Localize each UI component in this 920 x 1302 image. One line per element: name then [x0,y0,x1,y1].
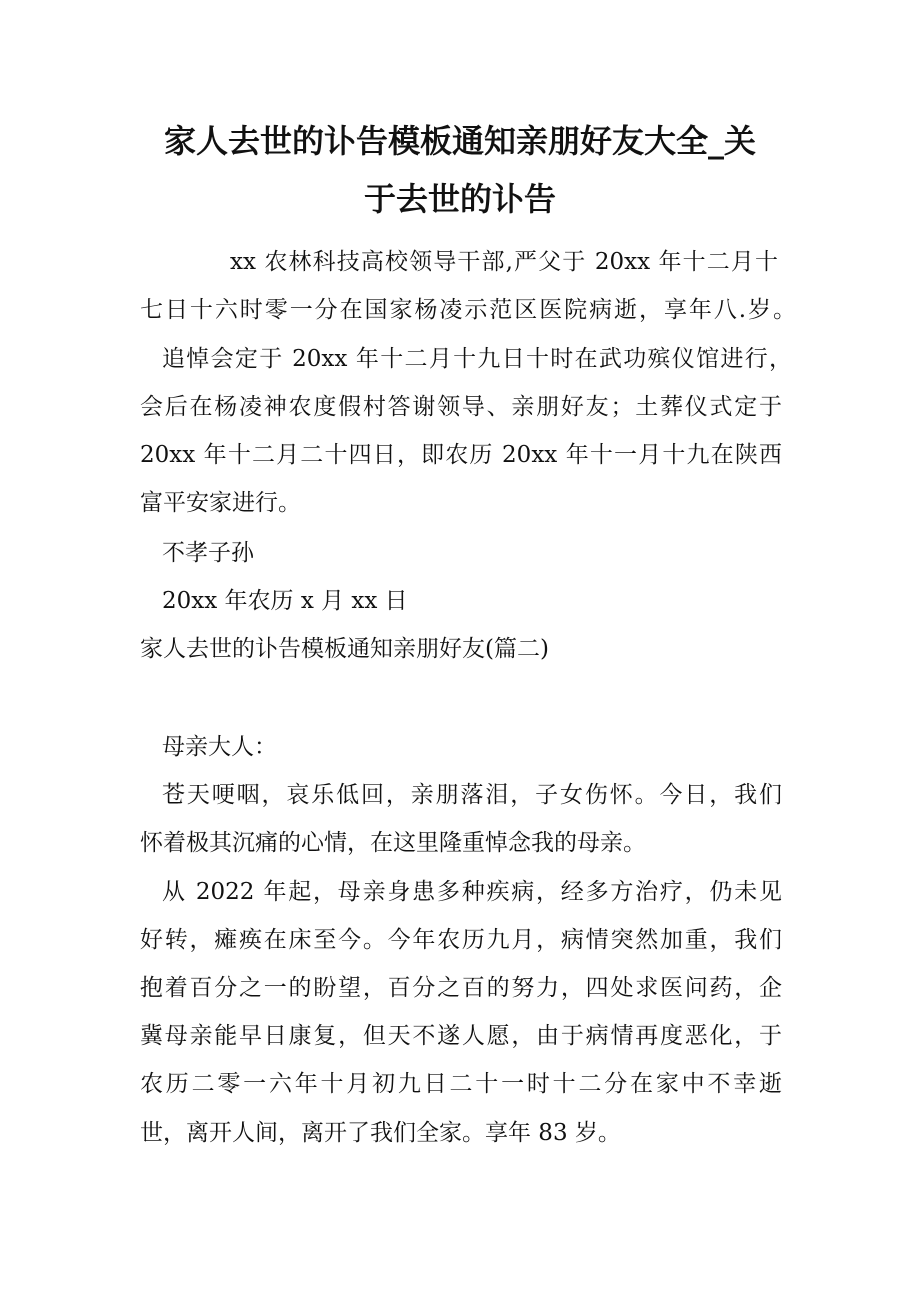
body-line-3: 追悼会定于 20xx 年十二月十九日十时在武功殡仪馆进行， [162,346,792,372]
body-line-18: 世，离开人间，离开了我们全家。享年 83 岁。 [140,1120,621,1146]
document-title-line-2: 于去世的讣告 [363,180,556,218]
salutation: 母亲大人： [162,734,277,760]
body-line-16: 冀母亲能早日康复，但天不遂人愿，由于病情再度恶化，于 [140,1023,782,1049]
body-line-12: 怀着极其沉痛的心情，在这里隆重悼念我的母亲。 [140,830,646,856]
body-line-5: 20xx 年十二月二十四日，即农历 20xx 年十一月十九在陕西 [140,442,782,468]
body-line-4: 会后在杨凌神农度假村答谢领导、亲朋好友；土葬仪式定于 [140,394,782,420]
body-line-11: 苍天哽咽，哀乐低回，亲朋落泪，子女伤怀。今日，我们 [162,782,782,808]
document-title-line-1: 家人去世的讣告模板通知亲朋好友大全_关 [163,122,756,160]
notice-date: 20xx 年农历 x 月 xx 日 [162,588,408,614]
body-line-17: 农历二零一六年十月初九日二十一时十二分在家中不幸逝 [140,1071,782,1097]
section-heading-part-2: 家人去世的讣告模板通知亲朋好友(篇二) [140,636,549,662]
body-line-6: 富平安家进行。 [140,490,301,516]
body-line-15: 抱着百分之一的盼望，百分之百的努力，四处求医问药，企 [140,975,782,1001]
body-line-2: 七日十六时零一分在国家杨凌示范区医院病逝，享年八.岁。 [140,297,796,323]
mourner-signature: 不孝子孙 [162,540,254,566]
body-line-1: xx 农林科技高校领导干部,严父于 20xx 年十二月十 [230,249,778,275]
body-line-13: 从 2022 年起，母亲身患多种疾病，经多方治疗，仍未见 [162,879,782,905]
body-line-14: 好转，瘫痪在床至今。今年农历九月，病情突然加重，我们 [140,927,782,953]
